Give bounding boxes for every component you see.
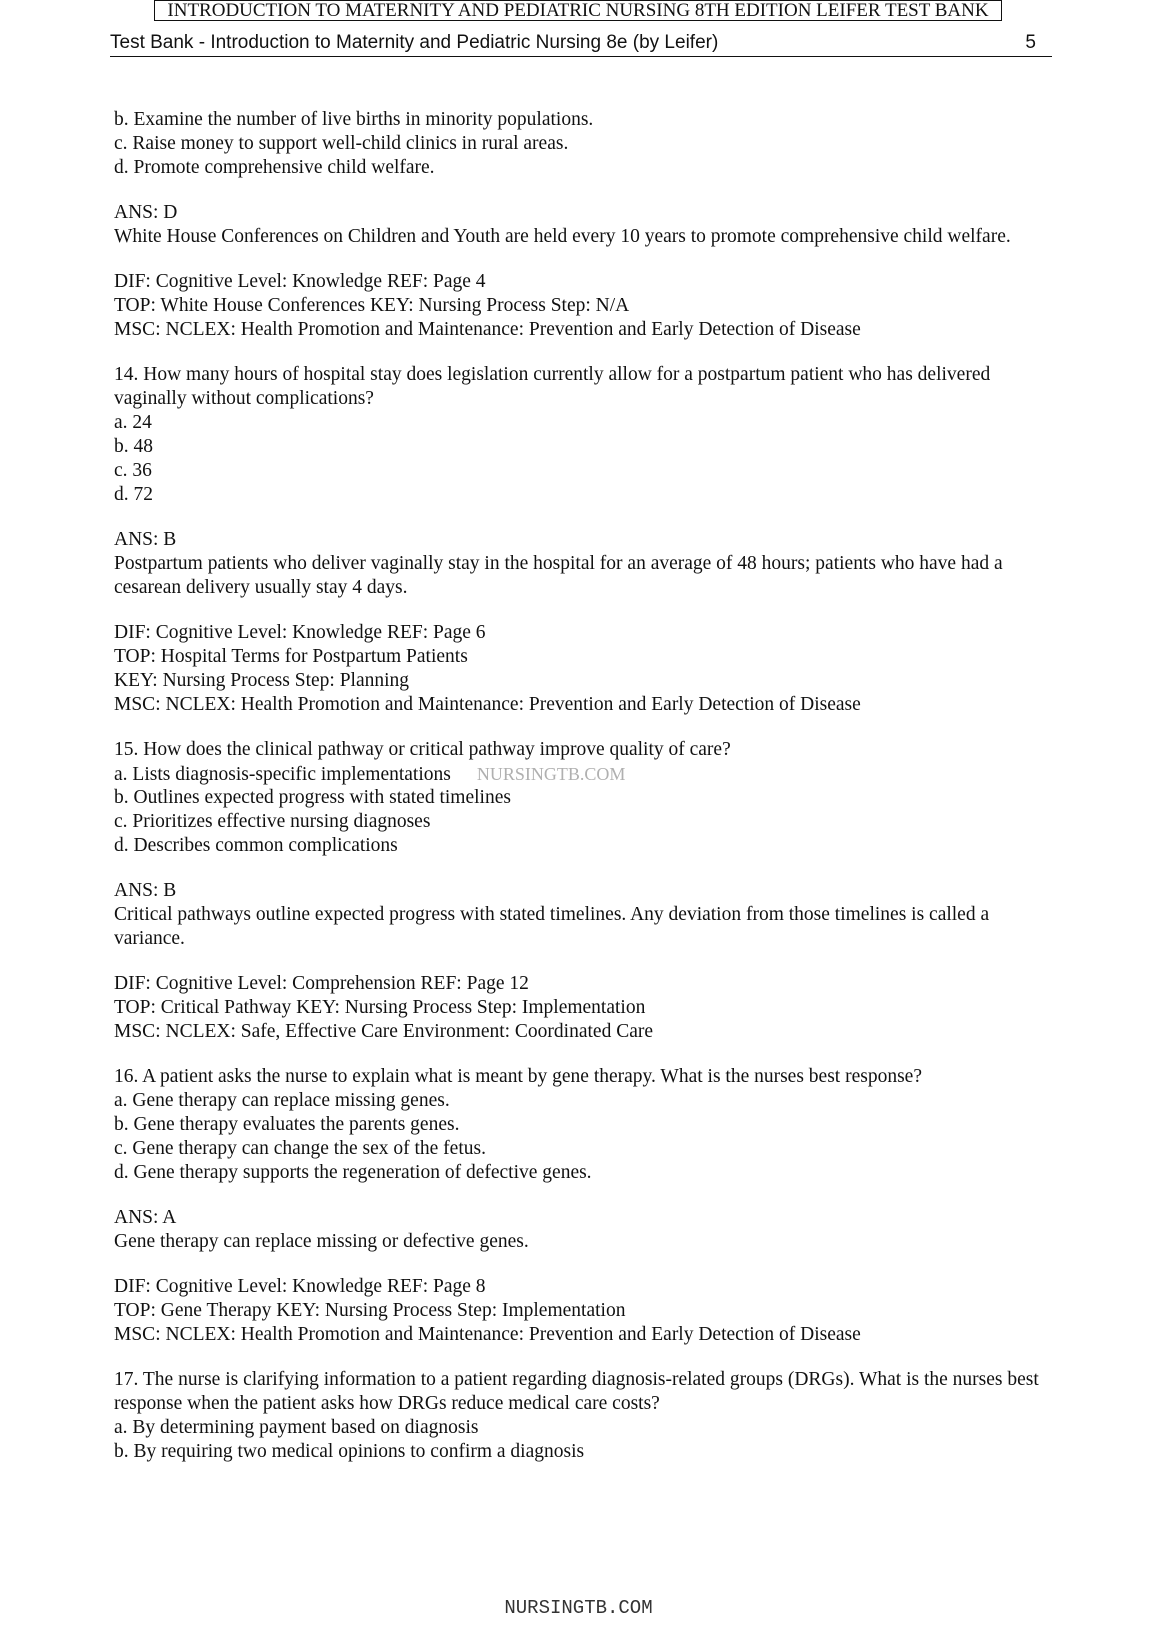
question-13 (114, 108, 1054, 342)
answer-option: a. 24 (114, 412, 152, 433)
answer-option: c. Gene therapy can change the sex of the fetus. (114, 1138, 486, 1159)
footer-watermark: NURSINGTB.COM (504, 1597, 653, 1619)
answer-option: b. By requiring two medical opinions to confirm a diagnosis (114, 1441, 585, 1462)
question-stem: 16. A patient asks the nurse to explain what is meant by gene therapy. What is the nurses best response? (114, 1066, 922, 1087)
meta-line: MSC: NCLEX: Health Promotion and Maintenance: Prevention and Early Detection of Disease (114, 694, 861, 715)
meta-line: TOP: White House Conferences KEY: Nursing Process Step: N/A (114, 295, 630, 316)
meta-line: DIF: Cognitive Level: Knowledge REF: Page 8 (114, 1276, 486, 1297)
question-stem: 17. The nurse is clarifying information to a patient regarding diagnosis-related groups (DRGs). What is the nurses best response when the patient asks how DRGs reduce medical care costs? (114, 1369, 1039, 1414)
meta-line: KEY: Nursing Process Step: Planning (114, 670, 410, 691)
answer-option: c. Raise money to support well-child clinics in rural areas. (114, 133, 569, 154)
meta-line: DIF: Cognitive Level: Knowledge REF: Page 4 (114, 271, 486, 292)
answer-option: d. Promote comprehensive child welfare. (114, 157, 435, 178)
answer-option: b. Outlines expected progress with stated timelines (114, 787, 511, 808)
rationale: Postpartum patients who deliver vaginally stay in the hospital for an average of 48 hours; patients who have had a cesarean delivery usually stay 4 days. (114, 553, 1003, 598)
answer-option: c. Prioritizes effective nursing diagnoses (114, 811, 431, 832)
page-header (110, 30, 1052, 57)
rationale: White House Conferences on Children and Youth are held every 10 years to promote comprehensive child welfare. (114, 226, 1011, 247)
answer-option: d. Describes common complications (114, 835, 398, 856)
document-banner: INTRODUCTION TO MATERNITY AND PEDIATRIC NURSING 8TH EDITION LEIFER TEST BANK (154, 0, 1002, 21)
answer-option: b. 48 (114, 436, 153, 457)
answer-option: d. 72 (114, 484, 153, 505)
answer-option: d. Gene therapy supports the regeneration of defective genes. (114, 1162, 592, 1183)
meta-line: DIF: Cognitive Level: Comprehension REF: Page 12 (114, 973, 529, 994)
answer-option: a. Lists diagnosis-specific implementations (114, 764, 451, 785)
meta-line: TOP: Gene Therapy KEY: Nursing Process Step: Implementation (114, 1300, 626, 1321)
meta-line: MSC: NCLEX: Safe, Effective Care Environment: Coordinated Care (114, 1021, 654, 1042)
question-14 (114, 363, 1054, 717)
question-17 (114, 1368, 1054, 1464)
answer-option: b. Gene therapy evaluates the parents genes. (114, 1114, 460, 1135)
meta-line: TOP: Hospital Terms for Postpartum Patients (114, 646, 468, 667)
question-16 (114, 1065, 1054, 1347)
answer-key: ANS: B (114, 880, 177, 901)
meta-line: MSC: NCLEX: Health Promotion and Maintenance: Prevention and Early Detection of Disease (114, 319, 861, 340)
rationale: Gene therapy can replace missing or defective genes. (114, 1231, 529, 1252)
page-number: 5 (1025, 32, 1036, 53)
answer-option: b. Examine the number of live births in minority populations. (114, 109, 594, 130)
meta-line: DIF: Cognitive Level: Knowledge REF: Page 6 (114, 622, 486, 643)
answer-option: c. 36 (114, 460, 152, 481)
answer-key: ANS: D (114, 202, 178, 223)
question-15 (114, 738, 1054, 1044)
meta-line: MSC: NCLEX: Health Promotion and Maintenance: Prevention and Early Detection of Disease (114, 1324, 861, 1345)
question-stem: 14. How many hours of hospital stay does legislation currently allow for a postpartum patient who has delivered vaginally without complications? (114, 364, 991, 409)
answer-key: ANS: A (114, 1207, 177, 1228)
answer-option: a. By determining payment based on diagnosis (114, 1417, 479, 1438)
page-content (114, 108, 1054, 1464)
rationale: Critical pathways outline expected progress with stated timelines. Any deviation from those timelines is called a variance. (114, 904, 990, 949)
meta-line: TOP: Critical Pathway KEY: Nursing Process Step: Implementation (114, 997, 646, 1018)
watermark-text: NURSINGTB.COM (476, 764, 626, 784)
header-title: Test Bank - Introduction to Maternity and Pediatric Nursing 8e (by Leifer) (110, 32, 719, 53)
answer-key: ANS: B (114, 529, 177, 550)
question-stem: 15. How does the clinical pathway or critical pathway improve quality of care? (114, 739, 731, 760)
answer-option: a. Gene therapy can replace missing genes. (114, 1090, 450, 1111)
